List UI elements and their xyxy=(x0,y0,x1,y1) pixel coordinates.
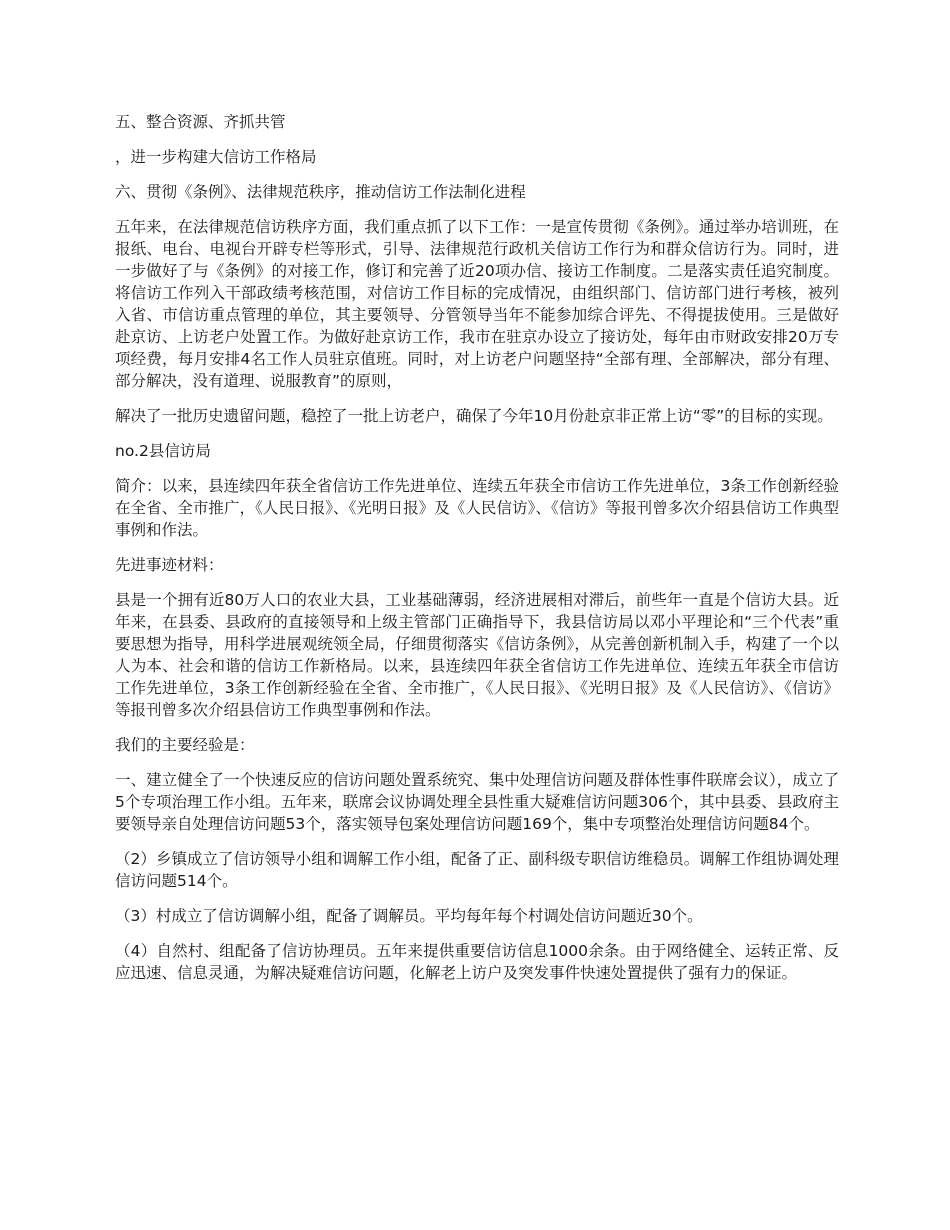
section-heading: 六、贯彻《条例》、法律规范秩序，推动信访工作法制化进程 xyxy=(115,183,526,201)
paragraph: 解决了一批历史遗留问题，稳控了一批上访老户，确保了今年10月份赴京非正常上访“零”的目标的实现。 xyxy=(115,407,833,425)
paragraph: 一、建立健全了一个快速反应的信访问题处置系统究、集中处理信访问题及群体性事件联席会议），成立了5个专项治理工作小组。五年来，联席会议协调处理全县性重大疑难信访问题306个，其中县委、县政府主要领导亲自处理信访问题53个，落实领导包案处理信访问题169个，集中专项整治处理信访问题84个。 xyxy=(115,771,839,833)
paragraph: 五年来，在法律规范信访秩序方面，我们重点抓了以下工作：一是宣传贯彻《条例》。通过举办培训班，在报纸、电台、电视台开辟专栏等形式，引导、法律规范行政机关信访工作行为和群众信访行为。同时，进一步做好了与《条例》的对接工作，修订和完善了近20项办信、接访工作制度。二是落实责任追究制度。将信访工作列入干部政绩考核范围，对信访工作目标的完成情况，由组织部门、信访部门进行考核，被列入省、市信访重点管理的单位，其主要领导、分管领导当年不能参加综合评先、不得提拔使用。三是做好赴京访、上访老户处置工作。为做好赴京访工作，我市在驻京办设立了接访处，每年由市财政安排20万专项经费，每月安排4名工作人员驻京值班。同时，对上访老户问题坚持“全部有理、全部解决，部分有理、部分解决，没有道理、说服教育”的原则， xyxy=(115,218,839,390)
paragraph: （3）村成立了信访调解小组，配备了调解员。平均每年每个村调处信访问题近30个。 xyxy=(115,907,703,925)
section-heading: no.2县信访局 xyxy=(115,442,211,460)
paragraph: （2）乡镇成立了信访领导小组和调解工作小组，配备了正、副科级专职信访维稳员。调解工作组协调处理信访问题514个。 xyxy=(115,850,839,890)
paragraph: 简介：以来，县连续四年获全省信访工作先进单位、连续五年获全市信访工作先进单位，3条工作创新经验在全省、全市推广，《人民日报》、《光明日报》及《人民信访》、《信访》等报刊曾多次介绍县信访工作典型事例和作法。 xyxy=(115,477,839,539)
paragraph: 先进事迹材料： xyxy=(115,556,224,574)
paragraph: （4）自然村、组配备了信访协理员。五年来提供重要信访信息1000余条。由于网络健全、运转正常、反应迅速、信息灵通，为解决疑难信访问题，化解老上访户及突发事件快速处置提供了强有力的保证。 xyxy=(115,942,839,982)
paragraph: 我们的主要经验是： xyxy=(115,736,255,754)
document-body xyxy=(115,111,839,997)
paragraph: 县是一个拥有近80万人口的农业大县，工业基础薄弱，经济进展相对滞后，前些年一直是个信访大县。近年来，在县委、县政府的直接领导和上级主管部门正确指导下，我县信访局以邓小平理论和“三个代表”重要思想为指导，用科学进展观统领全局，仔细贯彻落实《信访条例》，从完善创新机制入手，构建了一个以人为本、社会和谐的信访工作新格局。以来，县连续四年获全省信访工作先进单位、连续五年获全市信访工作先进单位，3条工作创新经验在全省、全市推广，《人民日报》、《光明日报》及《人民信访》、《信访》等报刊曾多次介绍县信访工作典型事例和作法。 xyxy=(115,591,839,719)
section-heading: 五、整合资源、齐抓共管 xyxy=(115,113,286,131)
paragraph: ，进一步构建大信访工作格局 xyxy=(115,148,317,166)
